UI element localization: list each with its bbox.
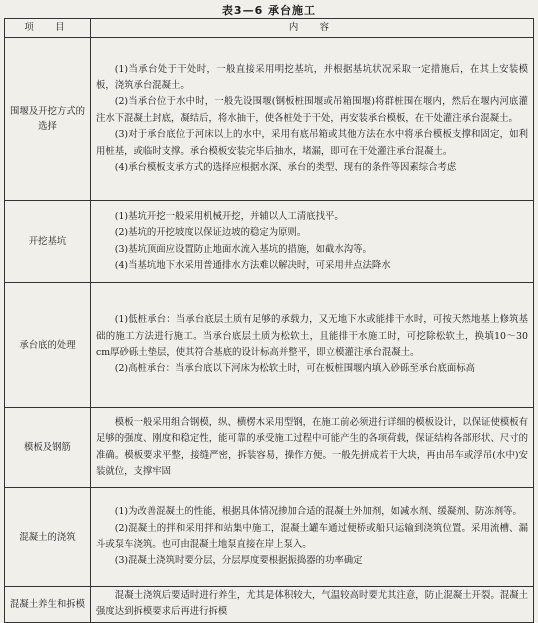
header-content: 内 容 (91, 19, 534, 38)
header-item: 项 目 (5, 19, 91, 38)
row-content (91, 587, 534, 623)
paragraph: (2)混凝土的拌和采用拌和站集中施工，混凝土罐车通过便桥或船只运输到浇筑位置。采用流槽、漏斗或泵车浇筑。也可由混凝土地泵直接在岸上泵入。 (96, 522, 528, 550)
paragraph: (2)高桩承台：当承台底以下河床为松软土时，可在板桩围堰内填入砂砾至承台底面标高 (114, 363, 475, 375)
paragraph: (4)当基坑地下水采用普通排水方法难以解决时，可采用井点法降水 (114, 259, 391, 271)
construction-table (4, 18, 534, 623)
paragraph: (2)基坑的开挖坡度以保证边坡的稳定为原则。 (114, 227, 307, 239)
paragraph: (1)当承台处于干处时，一般直接采用明挖基坑，并根据基坑状况采取一定措施后，在其上安装模板，浇筑承台混凝土。 (96, 63, 528, 91)
paragraph: (1)为改善混凝土的性能，根据具体情况掺加合适的混凝土外加剂，如减水剂、缓凝剂、防冻剂等。 (114, 506, 522, 518)
paragraph: (3)对于承台底位于河床以上的水中，采用有底吊箱或其他方法在水中将承台模板支撑和固定，如利用桩基，或临时支撑。承台模板安装完毕后抽水，堵漏，即可在干处灌注承台混凝土。 (96, 129, 528, 157)
paragraph: (4)承台模板支承方式的选择应根据水深、承台的类型、现有的条件等因素综合考虑 (114, 162, 457, 174)
row-item-formwork: 模板及钢筋 (5, 408, 91, 488)
table-row (5, 408, 534, 488)
table-row (5, 201, 534, 283)
row-item-curing: 混凝土养生和拆模 (5, 587, 91, 623)
table-row (5, 587, 534, 623)
table-row (5, 488, 534, 587)
table-row (5, 283, 534, 408)
row-content (91, 283, 534, 408)
row-content (91, 408, 534, 488)
row-content (91, 201, 534, 283)
paragraph: (1)基坑开挖一般采用机械开挖，并辅以人工清底找平。 (114, 210, 344, 222)
table-header-row (5, 19, 534, 38)
row-content (91, 38, 534, 201)
row-item-excavation: 开挖基坑 (5, 201, 91, 283)
row-item-base-treatment: 承台底的处理 (5, 283, 91, 408)
paragraph: (1)低桩承台：当承台底层土质有足够的承载力，又无地下水或能排干水时，可按天然地基上修筑基础的施工方法进行施工。当承台底层土质为松软土，且能排干水施工时，可挖除松软土，换填10～30 cm厚砂砾土垫层，使其符合基底的设计标高并整平，即立模灌注承台混凝土。 (96, 314, 528, 358)
table-row (5, 38, 534, 201)
paragraph: 模板一般采用组合钢模，纵、横楞木采用型钢，在施工前必须进行详细的模板设计，以保证使模板有足够的强度、刚度和稳定性，能可靠的承受施工过程中可能产生的各项荷载，保证结构各部形状、尺寸的准确。模板要求平整，接缝严密，拆装容易，操作方便。一般先拼成若干大块，再由吊车或浮吊(水中)安装就位，支撑牢固 (96, 416, 528, 477)
row-item-cofferdam: 围堰及开挖方式的选择 (5, 38, 91, 201)
paragraph: (2)当承台位于水中时，一般先设围堰(钢板桩围堰或吊箱围堰)将群桩围在堰内，然后在堰内河底灌注水下混凝土封底，凝结后，将水抽干，使各桩处于干处，再安装承台模板，在干处灌注承台混凝土。 (96, 96, 528, 124)
paragraph: (3)混凝土浇筑时要分层，分层厚度要根据振捣器的功率确定 (114, 555, 363, 567)
row-item-pouring: 混凝土的浇筑 (5, 488, 91, 587)
paragraph: (3)基坑顶面应设置防止地面水流入基坑的措施，如截水沟等。 (114, 243, 372, 255)
table-title: 表3—6 承台施工 (221, 4, 317, 17)
paragraph: 混凝土浇筑后要适时进行养生，尤其是体积较大，气温较高时要尤其注意，防止混凝土开裂。混凝土强度达到拆模要求后再进行拆模 (96, 590, 528, 618)
row-content (91, 488, 534, 587)
